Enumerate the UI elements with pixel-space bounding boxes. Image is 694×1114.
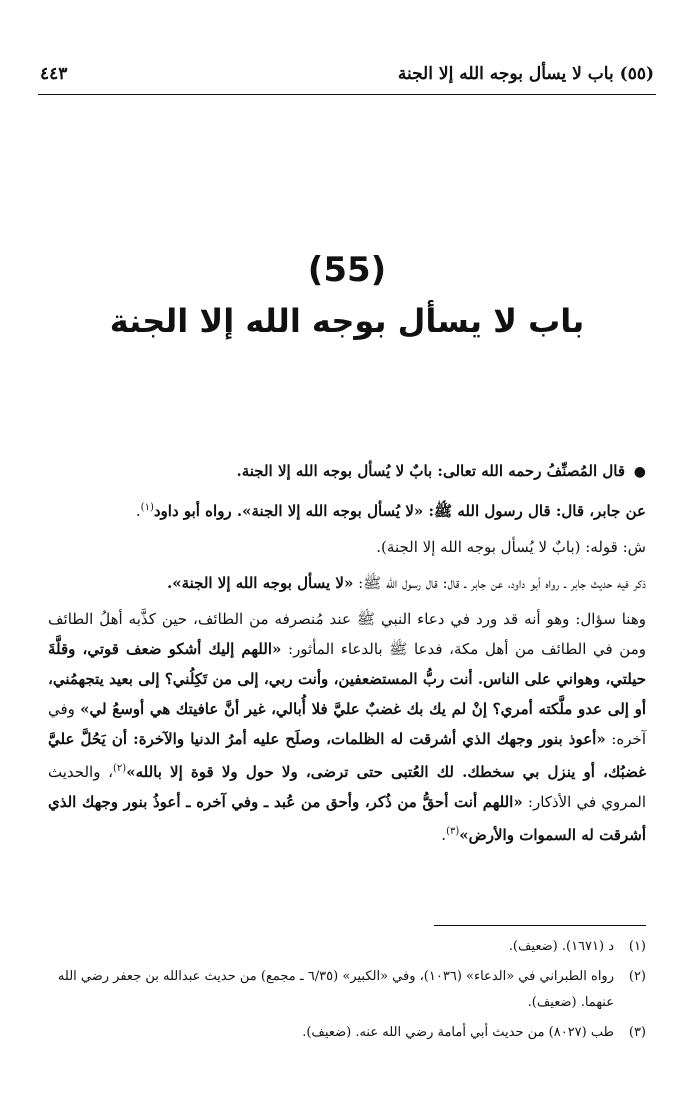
footnote-number: (٣) [628,1025,646,1040]
paragraph-author-statement [48,456,646,487]
running-head [40,64,654,92]
paragraph-question [48,604,646,850]
footnote-item [48,934,646,960]
main-text [48,456,646,856]
header-rule [38,94,656,95]
dua-taif-end: «أعوذ بنور وجهك الذي أشرقت له الظلمات، وصلَح عليه أمرُ الدنيا والآخرة: أن يَحُلَّ عليَّ غضبُك، أو ينزل بي سخطك. لك العُتبى حتى ترضى، ولا حول ولا قوة إلا بالله» [48,730,646,781]
question-end: . [441,826,447,844]
page-number: ٤٤٣ [40,64,68,84]
author-statement: قال المُصنِّفُ رحمه الله تعالى: بابٌ لا يُسأل بوجه الله إلا الجنة. [236,462,625,480]
footnote-number: (١) [628,939,646,954]
footnote-ref-1: (١) [140,502,154,513]
commentary-intro: ذكر فيه حديث جابر ـ رواه أبو داود، عن جابر ـ قال: قال رسول الله ﷺ: [353,574,646,592]
footnote-ref-2: (٢) [113,763,127,774]
footnote-text: د (١٦٧١). (ضعيف). [508,939,614,954]
adhkar-intro: ، والحديث المروي في الأذكار: [48,763,646,811]
footnote-number: (٢) [628,969,646,984]
paragraph-hadith [48,493,646,526]
hadith-end: . [135,502,141,520]
footnote-item [48,1020,646,1046]
question-intro: وهنا سؤال: وهو أنه قد ورد في دعاء النبي ﷺ عند مُنصرفه من الطائف، حين كذَّبه أهلُ الطائف ومن في الطائف من أهل مكة، فدعا ﷺ بالدعاء المأثور: [48,610,647,658]
adhkar-dua: «اللهم أنت أحقُّ من ذُكر، وأحق من عُبد ـ وفي آخره ـ أعوذُ بنور وجهك الذي أشرقت له السموات والأرض» [48,793,646,844]
footnote-text: رواه الطبراني في «الدعاء» (١٠٣٦)، وفي «الكبير» (٦/٣٥ ـ مجمع) من حديث عبدالله بن جعفر رضي الله عنهما. (ضعيف). [57,969,614,1010]
footnote-item [48,964,646,1016]
bullet-icon: ● [633,464,646,480]
running-head-title: (٥٥) باب لا يسأل بوجه الله إلا الجنة [397,64,654,84]
commentary-heading: ش: قوله: (بابٌ لا يُسأل بوجه الله إلا الجنة). [376,538,646,556]
footnote-text: طب (٨٠٢٧) من حديث أبي أمامة رضي الله عنه. (ضعيف). [302,1025,614,1040]
footnote-ref-3: (٣) [446,826,460,837]
paragraph-commentary [48,568,646,598]
paragraph-commentary-heading [48,532,646,562]
chapter-title: باب لا يسأل بوجه الله إلا الجنة [109,302,585,340]
question-connector: وفي آخره: [48,700,647,748]
dua-taif: «اللهم إليك أشكو ضعف قوتي، وقلَّةَ حيلتي، وهواني على الناس. أنت ربُّ المستضعفين، وأنت ربي، إلى من تَكِلُني؟ إلى بعيد يتجهمُني، أو إلى عدو ملَّكته أمري؟ إنْ لم يك بك غضبٌ عليَّ فلا أُبالي، غير أنَّ عافيتك هي أوسعُ لي» [48,640,647,718]
footnote-rule [434,925,646,926]
hadith-text: عن جابر، قال: قال رسول الله ﷺ: «لا يُسأل بوجه الله إلا الجنة». رواه أبو داود [153,502,646,520]
footnotes [48,934,646,1050]
chapter-number: (55) [307,250,387,290]
commentary-quote: «لا يسأل بوجه الله إلا الجنة». [166,574,354,592]
